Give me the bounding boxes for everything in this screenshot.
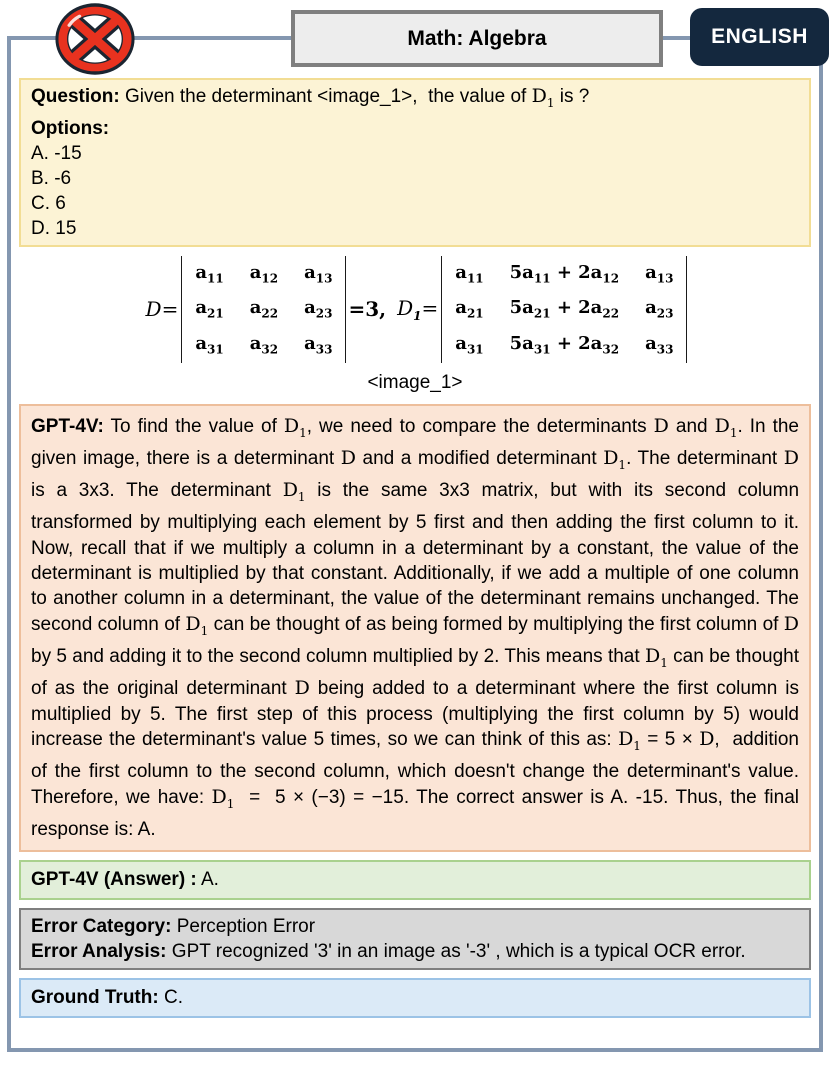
- gpt4v-answer-box: [19, 860, 811, 900]
- question-text: Given the determinant <image_1>, the value of $D_1$ is ?: [124, 85, 590, 110]
- determinant-figure: [11, 256, 819, 394]
- matrix-cell: $a_{23}$: [304, 297, 333, 321]
- matrix-d: [181, 256, 346, 363]
- error-category-line: [31, 914, 799, 939]
- answer-text: A.: [200, 869, 219, 891]
- error-category-value: Perception Error: [176, 916, 316, 938]
- determinant-equation: [11, 256, 819, 363]
- answer-label: GPT-4V (Answer) :: [31, 869, 197, 891]
- matrix-row: [442, 291, 687, 327]
- gpt4v-response-box: [19, 404, 811, 853]
- question-line: [31, 84, 799, 116]
- matrix-row: [442, 256, 687, 292]
- d-label: D=: [145, 297, 179, 322]
- matrix-cell: $a_{32}$: [249, 332, 279, 357]
- category-title-box: [291, 10, 663, 67]
- ground-truth-value: C.: [163, 987, 183, 1009]
- language-badge-label: ENGLISH: [711, 25, 808, 48]
- matrix-cell: $a_{13}$: [645, 261, 674, 286]
- matrix-cell: $a_{31}$: [455, 332, 484, 357]
- option-item: A. -15: [31, 142, 82, 164]
- matrix-cell: $a_{33}$: [645, 332, 674, 357]
- options-label: Options:: [31, 117, 110, 139]
- gpt4v-text: To find the value of $D_1$, we need to compare the determinants D and $D_1$. In the given image, there is a determinant D and a modified determinant $D_1$. The determinant D is a 3x3. The determinant $D_1$ is the same 3x3 matrix, but with its second column transformed by multiplying each element by 5 first and then adding the first column to it. Now, recall that if we multiply a column in a determinant by a constant, the value of the determinant is multiplied by that constant. Additionally, if we add a multiple of one column to another column in a determinant, the value of the determinant remains unchanged. The second column of $D_1$ can be thought of as being formed by multiplying the first column of D by 5 and adding it to the second column multiplied by 2. This means that $D_1$ can be thought of as the original determinant D being added to a determinant where the first column is multiplied by 5. The first step of this process (multiplying the first column by 5) would increase the determinant's value 5 times, so we can think of this as: $D_1 = 5 \times D$, addition of the first column to the second column, which doesn't change the determinant's value. Therefore, we have: $D_1 = 5 \times (-3) = -15$. The correct answer is A. -15. Thus, the final response is: A.: [31, 414, 800, 840]
- matrix-cell: $a_{12}$: [249, 261, 279, 286]
- d-value: =3,: [348, 297, 387, 322]
- language-badge: [690, 8, 829, 66]
- matrix-cell: $a_{31}$: [195, 332, 224, 357]
- error-box: [19, 908, 811, 970]
- error-cross-icon-svg: [52, 1, 138, 77]
- matrix-cell: $a_{11}$: [195, 261, 224, 286]
- matrix-cell: $a_{33}$: [304, 332, 333, 357]
- error-category-label: Error Category:: [31, 916, 172, 938]
- question-box: [19, 78, 811, 247]
- error-cross-icon: [52, 1, 138, 77]
- error-analysis-value: GPT recognized '3' in an image as '-3' , which is a typical OCR error.: [171, 941, 746, 963]
- error-analysis-label: Error Analysis:: [31, 941, 167, 963]
- matrix-cell: $5a_{11} + 2a_{12}$: [509, 261, 620, 286]
- d1-label: $D_1=$: [397, 295, 439, 323]
- case-panel: [7, 36, 823, 1052]
- error-analysis-line: [31, 939, 799, 964]
- matrix-cell: $a_{21}$: [455, 297, 484, 321]
- options-list: [31, 141, 799, 241]
- ground-truth-box: [19, 978, 811, 1018]
- matrix-cell: $a_{23}$: [645, 297, 674, 321]
- matrix-cell: $a_{11}$: [455, 261, 484, 286]
- matrix-row: [442, 327, 687, 363]
- ground-truth-label: Ground Truth:: [31, 987, 159, 1009]
- matrix-cell: $a_{13}$: [304, 261, 333, 286]
- matrix-row: [182, 291, 346, 327]
- category-title: Math: Algebra: [407, 26, 547, 50]
- matrix-row: [182, 327, 346, 363]
- matrix-row: [182, 256, 346, 292]
- matrix-cell: $5a_{21} + 2a_{22}$: [509, 297, 620, 321]
- matrix-cell: $a_{22}$: [249, 297, 279, 321]
- option-item: D. 15: [31, 217, 77, 239]
- image-caption: <image_1>: [367, 371, 463, 393]
- option-item: B. -6: [31, 167, 72, 189]
- gpt4v-label: GPT-4V:: [31, 415, 104, 437]
- option-item: C. 6: [31, 192, 66, 214]
- matrix-cell: $a_{21}$: [195, 297, 224, 321]
- question-label: Question:: [31, 86, 120, 107]
- matrix-cell: $5a_{31} + 2a_{32}$: [509, 332, 620, 357]
- matrix-d1: [441, 256, 687, 363]
